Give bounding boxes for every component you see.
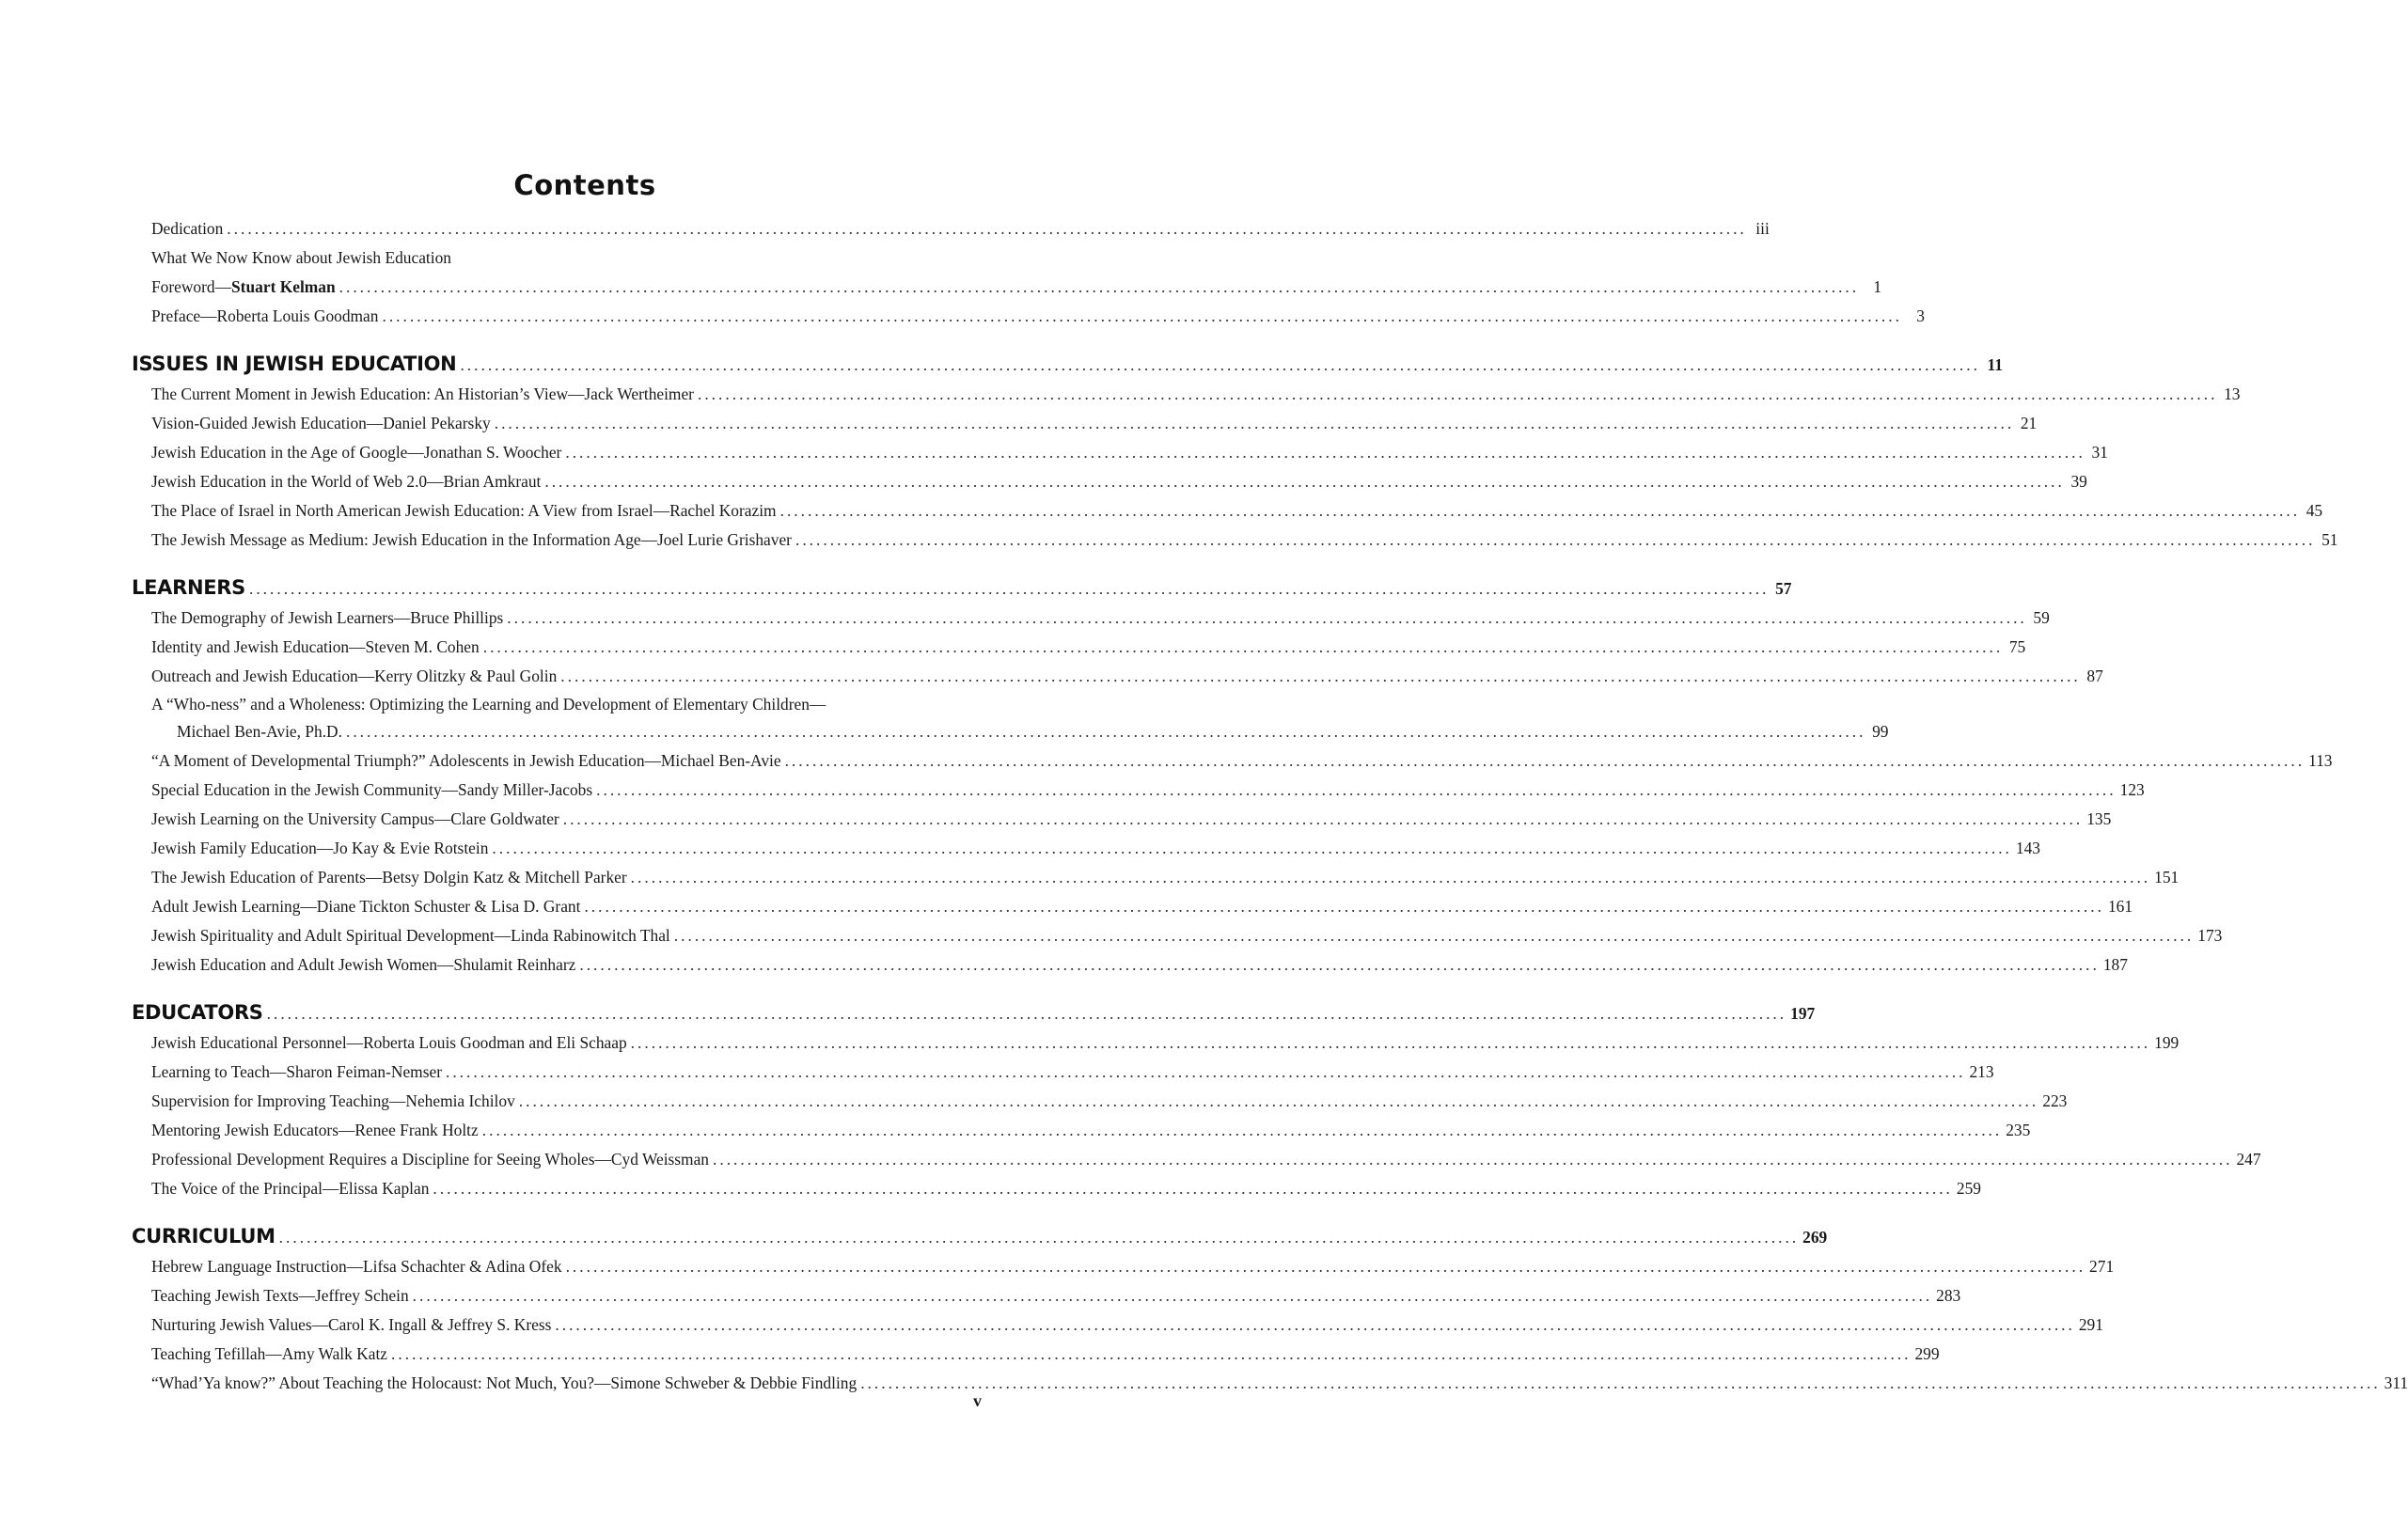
toc-entry-label: The Jewish Education of Parents—Betsy Dolgin Katz & Mitchell Parker [151, 868, 627, 887]
toc-entry-label: Jewish Educational Personnel—Roberta Louis Goodman and Eli Schaap [151, 1033, 627, 1052]
toc-page-number: 13 [2224, 384, 2241, 403]
toc-entry-label: The Place of Israel in North American Jewish Education: A View from Israel—Rachel Korazim [151, 501, 777, 520]
toc-entry[interactable] [132, 1340, 1940, 1369]
toc-entry[interactable] [132, 380, 2241, 409]
dot-leader: ............................................................................................................................................................................................................................ [784, 751, 2306, 770]
dot-leader: ............................................................................................................................................................................................................................ [507, 608, 2027, 627]
dot-leader: ............................................................................................................................................................................................................................ [227, 219, 1747, 238]
dot-leader: ............................................................................................................................................................................................................................ [460, 355, 1980, 374]
toc-page-number: 283 [1936, 1286, 1961, 1305]
toc-page-number: 143 [2015, 839, 2040, 857]
toc-entry-label: Outreach and Jewish Education—Kerry Olitzky & Paul Golin [151, 667, 558, 685]
toc-entry[interactable] [132, 409, 2038, 438]
toc-entry[interactable] [132, 1369, 2408, 1398]
dot-leader: ............................................................................................................................................................................................................................ [562, 809, 2084, 828]
dot-leader: ............................................................................................................................................................................................................................ [795, 530, 2316, 549]
toc-entry-label: Jewish Family Education—Jo Kay & Evie Rotstein [151, 839, 489, 857]
toc-page-number: 87 [2086, 667, 2103, 685]
toc-entry-label: Preface—Roberta Louis Goodman [151, 306, 379, 325]
section-heading-label: LEARNERS [132, 576, 245, 599]
toc-page-number: 151 [2154, 868, 2180, 887]
toc-page-number: 135 [2086, 809, 2112, 828]
toc-entry[interactable] [132, 1116, 2031, 1145]
toc-entry[interactable] [132, 746, 2333, 776]
dot-leader: ............................................................................................................................................................................................................................ [482, 637, 2004, 656]
toc-entry-label: Mentoring Jewish Educators—Renee Frank Holtz [151, 1121, 479, 1139]
dot-leader: ............................................................................................................................................................................................................................ [565, 1257, 2086, 1276]
toc-entry-label: Dedication [151, 219, 224, 238]
dot-leader: ............................................................................................................................................................................................................................ [445, 1062, 1966, 1081]
toc-page-number: 113 [2308, 751, 2333, 770]
toc-page-number: 269 [1802, 1228, 1828, 1247]
toc-page-number: 259 [1956, 1179, 1981, 1198]
dot-leader: ............................................................................................................................................................................................................................ [391, 1344, 1912, 1363]
toc-entry-label: Learning to Teach—Sharon Feiman-Nemser [151, 1062, 442, 1081]
dot-leader: ............................................................................................................................................................................................................................ [494, 414, 2015, 432]
toc-entry-label: Jewish Education in the Age of Google—Jonathan S. Woocher [151, 443, 562, 462]
dot-leader: ............................................................................................................................................................................................................................ [492, 839, 2012, 857]
toc-entry[interactable] [132, 1087, 2068, 1116]
dot-leader: ............................................................................................................................................................................................................................ [555, 1315, 2075, 1334]
toc-entry-label: Jewish Education in the World of Web 2.0—Brian Amkraut [151, 472, 542, 491]
section-heading-curriculum[interactable] [132, 1220, 1828, 1252]
dot-leader: ............................................................................................................................................................................................................................ [584, 897, 2104, 916]
toc-entry[interactable] [132, 1145, 2261, 1174]
dot-leader: ............................................................................................................................................................................................................................ [345, 722, 1866, 741]
dot-leader: ............................................................................................................................................................................................................................ [565, 443, 2085, 462]
toc-page-number: 187 [2102, 955, 2128, 974]
toc-page-number: 31 [2091, 443, 2108, 462]
toc-entry-label: Teaching Tefillah—Amy Walk Katz [151, 1344, 387, 1363]
dot-leader: ............................................................................................................................................................................................................................ [338, 277, 1860, 296]
toc-page-number: 311 [2384, 1373, 2408, 1392]
toc-entry[interactable] [132, 892, 2133, 921]
toc-entry-continuation[interactable] [132, 717, 1889, 746]
toc-entry[interactable] [132, 1310, 2103, 1340]
toc-entry[interactable] [132, 604, 2050, 633]
table-of-contents [132, 214, 2408, 1398]
toc-page-number: 199 [2154, 1033, 2180, 1052]
section-heading-educators[interactable] [132, 996, 1816, 1028]
toc-entry-foreword-title [132, 243, 999, 273]
toc-page-number: 213 [1969, 1062, 1994, 1081]
toc-entry[interactable] [132, 1174, 1981, 1203]
section-heading-learners[interactable] [132, 572, 1792, 604]
section-heading-label: ISSUES IN JEWISH EDUCATION [132, 353, 457, 375]
toc-entry-label: Jewish Learning on the University Campus—Clare Goldwater [151, 809, 559, 828]
toc-page-number: 21 [2020, 414, 2038, 432]
dot-leader: ............................................................................................................................................................................................................................ [697, 384, 2218, 403]
toc-page-number: 45 [2306, 501, 2323, 520]
dot-leader: ............................................................................................................................................................................................................................ [579, 955, 2100, 974]
toc-page-number: 57 [1775, 579, 1792, 598]
toc-entry-label: Professional Development Requires a Discipline for Seeing Wholes—Cyd Weissman [151, 1150, 709, 1169]
toc-page-number: 1 [1873, 277, 1882, 296]
toc-page-number: 3 [1916, 306, 1925, 325]
toc-page-number: iii [1755, 219, 1770, 238]
toc-entry-label: Jewish Spirituality and Adult Spiritual Development—Linda Rabinowitch Thal [151, 926, 670, 945]
toc-entry-label: The Current Moment in Jewish Education: An Historian’s View—Jack Wertheimer [151, 384, 694, 403]
toc-page-number: 223 [2042, 1091, 2068, 1110]
toc-entry[interactable] [132, 834, 2040, 863]
toc-page-number: 51 [2321, 530, 2338, 549]
toc-entry[interactable] [132, 691, 999, 717]
toc-page-number: 161 [2107, 897, 2133, 916]
toc-entry-label: Hebrew Language Instruction—Lifsa Schachter & Adina Ofek [151, 1257, 562, 1276]
dot-leader: ............................................................................................................................................................................................................................ [630, 1033, 2151, 1052]
toc-entry-label [151, 273, 336, 302]
toc-entry[interactable] [132, 1058, 1994, 1087]
dot-leader: ............................................................................................................................................................................................................................ [630, 868, 2151, 887]
toc-entry-preface[interactable] [132, 302, 1925, 331]
toc-entry[interactable] [132, 1252, 2115, 1281]
toc-entry-label: Special Education in the Jewish Community—Sandy Miller-Jacobs [151, 780, 593, 799]
toc-entry-author: Stuart Kelman [231, 277, 336, 296]
toc-entry[interactable] [132, 921, 2223, 950]
toc-entry-label: The Voice of the Principal—Elissa Kaplan [151, 1179, 430, 1198]
toc-entry-label: Adult Jewish Learning—Diane Tickton Schuster & Lisa D. Grant [151, 897, 581, 916]
toc-entry-label: Identity and Jewish Education—Steven M. Cohen [151, 637, 480, 656]
toc-page-number: 173 [2197, 926, 2223, 945]
toc-entry-label: The Demography of Jewish Learners—Bruce Phillips [151, 608, 504, 627]
toc-entry[interactable] [132, 1281, 1961, 1310]
page-title: Contents [513, 169, 656, 201]
toc-page-number: 59 [2033, 608, 2050, 627]
dot-leader: ............................................................................................................................................................................................................................ [518, 1091, 2039, 1110]
toc-entry[interactable] [132, 805, 2112, 834]
dot-leader: ............................................................................................................................................................................................................................ [673, 926, 2195, 945]
toc-entry-label: What We Now Know about Jewish Education [151, 248, 451, 267]
toc-entry-label: Michael Ben-Avie, Ph.D. [177, 722, 342, 741]
toc-entry-label: “Whad’Ya know?” About Teaching the Holocaust: Not Much, You?—Simone Schweber & Debbie Findling [151, 1373, 858, 1392]
toc-page-number: 291 [2078, 1315, 2103, 1334]
toc-entry[interactable] [132, 662, 2103, 691]
toc-page-number: 271 [2089, 1257, 2115, 1276]
toc-entry[interactable] [132, 950, 2128, 980]
dot-leader: ............................................................................................................................................................................................................................ [266, 1004, 1787, 1023]
toc-page-number: 247 [2236, 1150, 2261, 1169]
section-heading-issues[interactable] [132, 348, 2003, 380]
toc-page-number: 235 [2006, 1121, 2031, 1139]
page-folio: v [973, 1391, 982, 1410]
toc-page-number: 99 [1872, 722, 1889, 741]
toc-entry-label: Teaching Jewish Texts—Jeffrey Schein [151, 1286, 409, 1305]
dot-leader: ............................................................................................................................................................................................................................ [412, 1286, 1933, 1305]
toc-entry-foreword[interactable] [132, 273, 1882, 302]
toc-entry[interactable] [132, 438, 2108, 467]
section-heading-label: CURRICULUM [132, 1225, 275, 1247]
dot-leader: ............................................................................................................................................................................................................................ [596, 780, 2117, 799]
toc-entry[interactable] [132, 526, 2338, 555]
toc-page-number: 299 [1914, 1344, 1940, 1363]
toc-page-number: 11 [1987, 355, 2003, 374]
dot-leader: ............................................................................................................................................................................................................................ [382, 306, 1902, 325]
dot-leader: ............................................................................................................................................................................................................................ [560, 667, 2081, 685]
toc-entry-label: The Jewish Message as Medium: Jewish Education in the Information Age—Joel Lurie Grishaver [151, 530, 792, 549]
toc-page-number: 123 [2119, 780, 2145, 799]
toc-entry-label: Vision-Guided Jewish Education—Daniel Pekarsky [151, 414, 491, 432]
toc-page-number: 39 [2070, 472, 2087, 491]
toc-entry-label: Supervision for Improving Teaching—Nehemia Ichilov [151, 1091, 515, 1110]
toc-entry-label-prefix: Foreword— [151, 277, 232, 296]
toc-page-number: 75 [2008, 637, 2026, 656]
dot-leader: ............................................................................................................................................................................................................................ [779, 501, 2301, 520]
toc-entry[interactable] [132, 633, 2026, 662]
toc-entry-label: “A Moment of Developmental Triumph?” Adolescents in Jewish Education—Michael Ben-Avie [151, 751, 781, 770]
dot-leader: ............................................................................................................................................................................................................................ [433, 1179, 1953, 1198]
toc-entry[interactable] [132, 776, 2145, 805]
toc-entry[interactable] [132, 1028, 2180, 1058]
dot-leader: ............................................................................................................................................................................................................................ [860, 1373, 2381, 1392]
dot-leader: ............................................................................................................................................................................................................................ [248, 579, 1770, 598]
toc-entry-label: Jewish Education and Adult Jewish Women—Shulamit Reinharz [151, 955, 576, 974]
toc-entry[interactable] [132, 863, 2180, 892]
toc-entry[interactable] [132, 496, 2323, 526]
toc-entry-label: Nurturing Jewish Values—Carol K. Ingall & Jeffrey S. Kress [151, 1315, 552, 1334]
toc-entry[interactable] [132, 467, 2087, 496]
toc-entry-label: A “Who-ness” and a Wholeness: Optimizing the Learning and Development of Elementary Children— [151, 695, 826, 714]
toc-page-number: 197 [1790, 1004, 1816, 1023]
section-heading-label: EDUCATORS [132, 1001, 263, 1024]
toc-entry-dedication[interactable] [132, 214, 1770, 243]
dot-leader: ............................................................................................................................................................................................................................ [713, 1150, 2233, 1169]
dot-leader: ............................................................................................................................................................................................................................ [481, 1121, 2003, 1139]
dot-leader: ............................................................................................................................................................................................................................ [278, 1228, 1800, 1247]
dot-leader: ............................................................................................................................................................................................................................ [544, 472, 2065, 491]
